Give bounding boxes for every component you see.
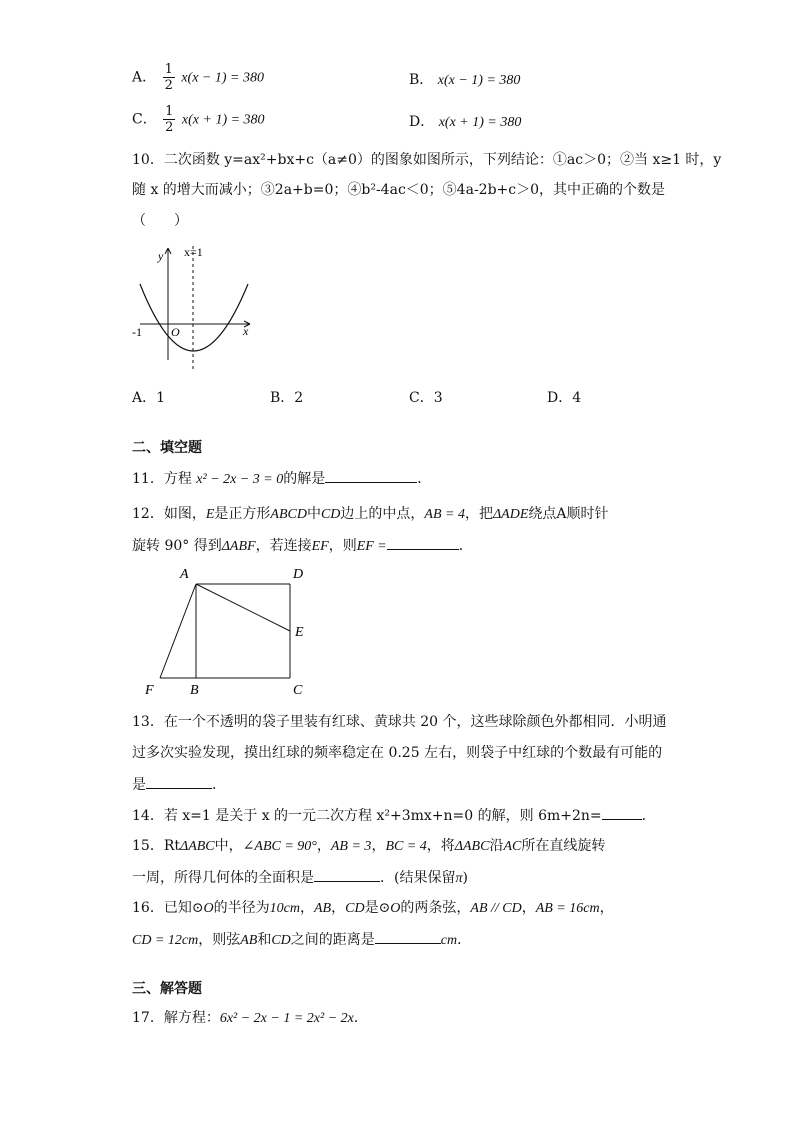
fraction-half: $\frac{1}{2}$: [165, 104, 174, 135]
q9-option-d: D． x(x + 1) = 380: [409, 114, 522, 130]
q13-line1: 13．在一个不透明的袋子里装有红球、黄球共 20 个，这些球除颜色外都相同．小明通: [132, 714, 667, 730]
q16-line2: CD = 12cm，则弦AB和CD之间的距离是 cm．: [132, 929, 471, 951]
parabola-curve: [140, 284, 248, 351]
q15-line2: 一周，所得几何体的全面积是 ．(结果保留π): [132, 867, 468, 889]
answer-blank: [325, 468, 417, 483]
q15-line1: 15．RtΔABC中，∠ABC = 90°，AB = 3，BC = 4，将ΔABC沿AC所在直线旋转: [132, 838, 606, 854]
label-x: x: [243, 324, 249, 338]
q9-option-b: B． x(x − 1) = 380: [409, 72, 521, 88]
label-B: B: [190, 683, 199, 698]
q12-line1: 12．如图，E是正方形ABCD中CD边上的中点，AB = 4，把ΔADE绕点A顺时针: [132, 506, 609, 522]
label-C: C: [293, 683, 303, 698]
answer-blank: [146, 774, 212, 789]
label-A: A: [180, 567, 189, 582]
label-F: F: [145, 683, 154, 698]
q10-option-d: D．4: [547, 390, 582, 406]
q12-square-figure: [140, 562, 320, 702]
q14: 14．若 x=1 是关于 x 的一元二次方程 x²+3mx+n=0 的解，则 6m+2n= ．: [132, 805, 656, 826]
label-y: y: [158, 249, 164, 263]
answer-blank: [314, 867, 380, 882]
q11: 11．方程 x² − 2x − 3 = 0的解是 ．: [132, 468, 431, 490]
q10-option-c: C．3: [409, 390, 443, 406]
segment-AF: [160, 584, 196, 678]
q10-line3: （ ）: [132, 213, 188, 229]
label-origin: O: [171, 325, 180, 339]
q9-option-a: A． $\frac{1}{2}$ x(x − 1) = 380: [132, 62, 264, 93]
q17: 17．解方程：6x² − 2x − 1 = 2x² − 2x．: [132, 1010, 368, 1026]
q13-line3: 是 ．: [132, 774, 226, 795]
label-D: D: [293, 567, 304, 582]
q9-option-c: C． $\frac{1}{2}$ x(x + 1) = 380: [132, 104, 265, 135]
label-E: E: [295, 625, 304, 640]
section-title-solve: 三、解答题: [132, 981, 202, 997]
q10-line1: 10．二次函数 y=ax²+bx+c（a≠0）的图象如图所示，下列结论：①ac＞0；②当 x≥1 时，y: [132, 152, 722, 168]
q10-option-b: B．2: [270, 390, 304, 406]
q16-line1: 16．已知⊙O的半径为10cm，AB，CD是⊙O的两条弦，AB // CD，AB = 16cm，: [132, 900, 614, 916]
q10-parabola-figure: [130, 238, 260, 378]
segment-AE: [196, 584, 290, 631]
fraction-half: $\frac{1}{2}$: [164, 62, 173, 93]
q10-line2: 随 x 的增大而减小；③2a+b=0；④b²-4ac＜0；⑤4a-2b+c＞0，其中正确的个数是: [132, 182, 666, 198]
section-title-fill-in: 二、填空题: [132, 440, 202, 456]
label-x-equals-1: x=1: [184, 245, 203, 259]
answer-blank: [375, 929, 441, 944]
q10-option-a: A．1: [132, 390, 166, 406]
answer-blank: [602, 805, 642, 820]
answer-blank: [387, 535, 459, 550]
q12-line2: 旋转 90° 得到ΔABF，若连接EF，则EF = ．: [132, 535, 473, 557]
label-minus-one: -1: [132, 325, 142, 339]
q13-line2: 过多次实验发现，摸出红球的频率稳定在 0.25 左右，则袋子中红球的个数最有可能的: [132, 745, 663, 761]
